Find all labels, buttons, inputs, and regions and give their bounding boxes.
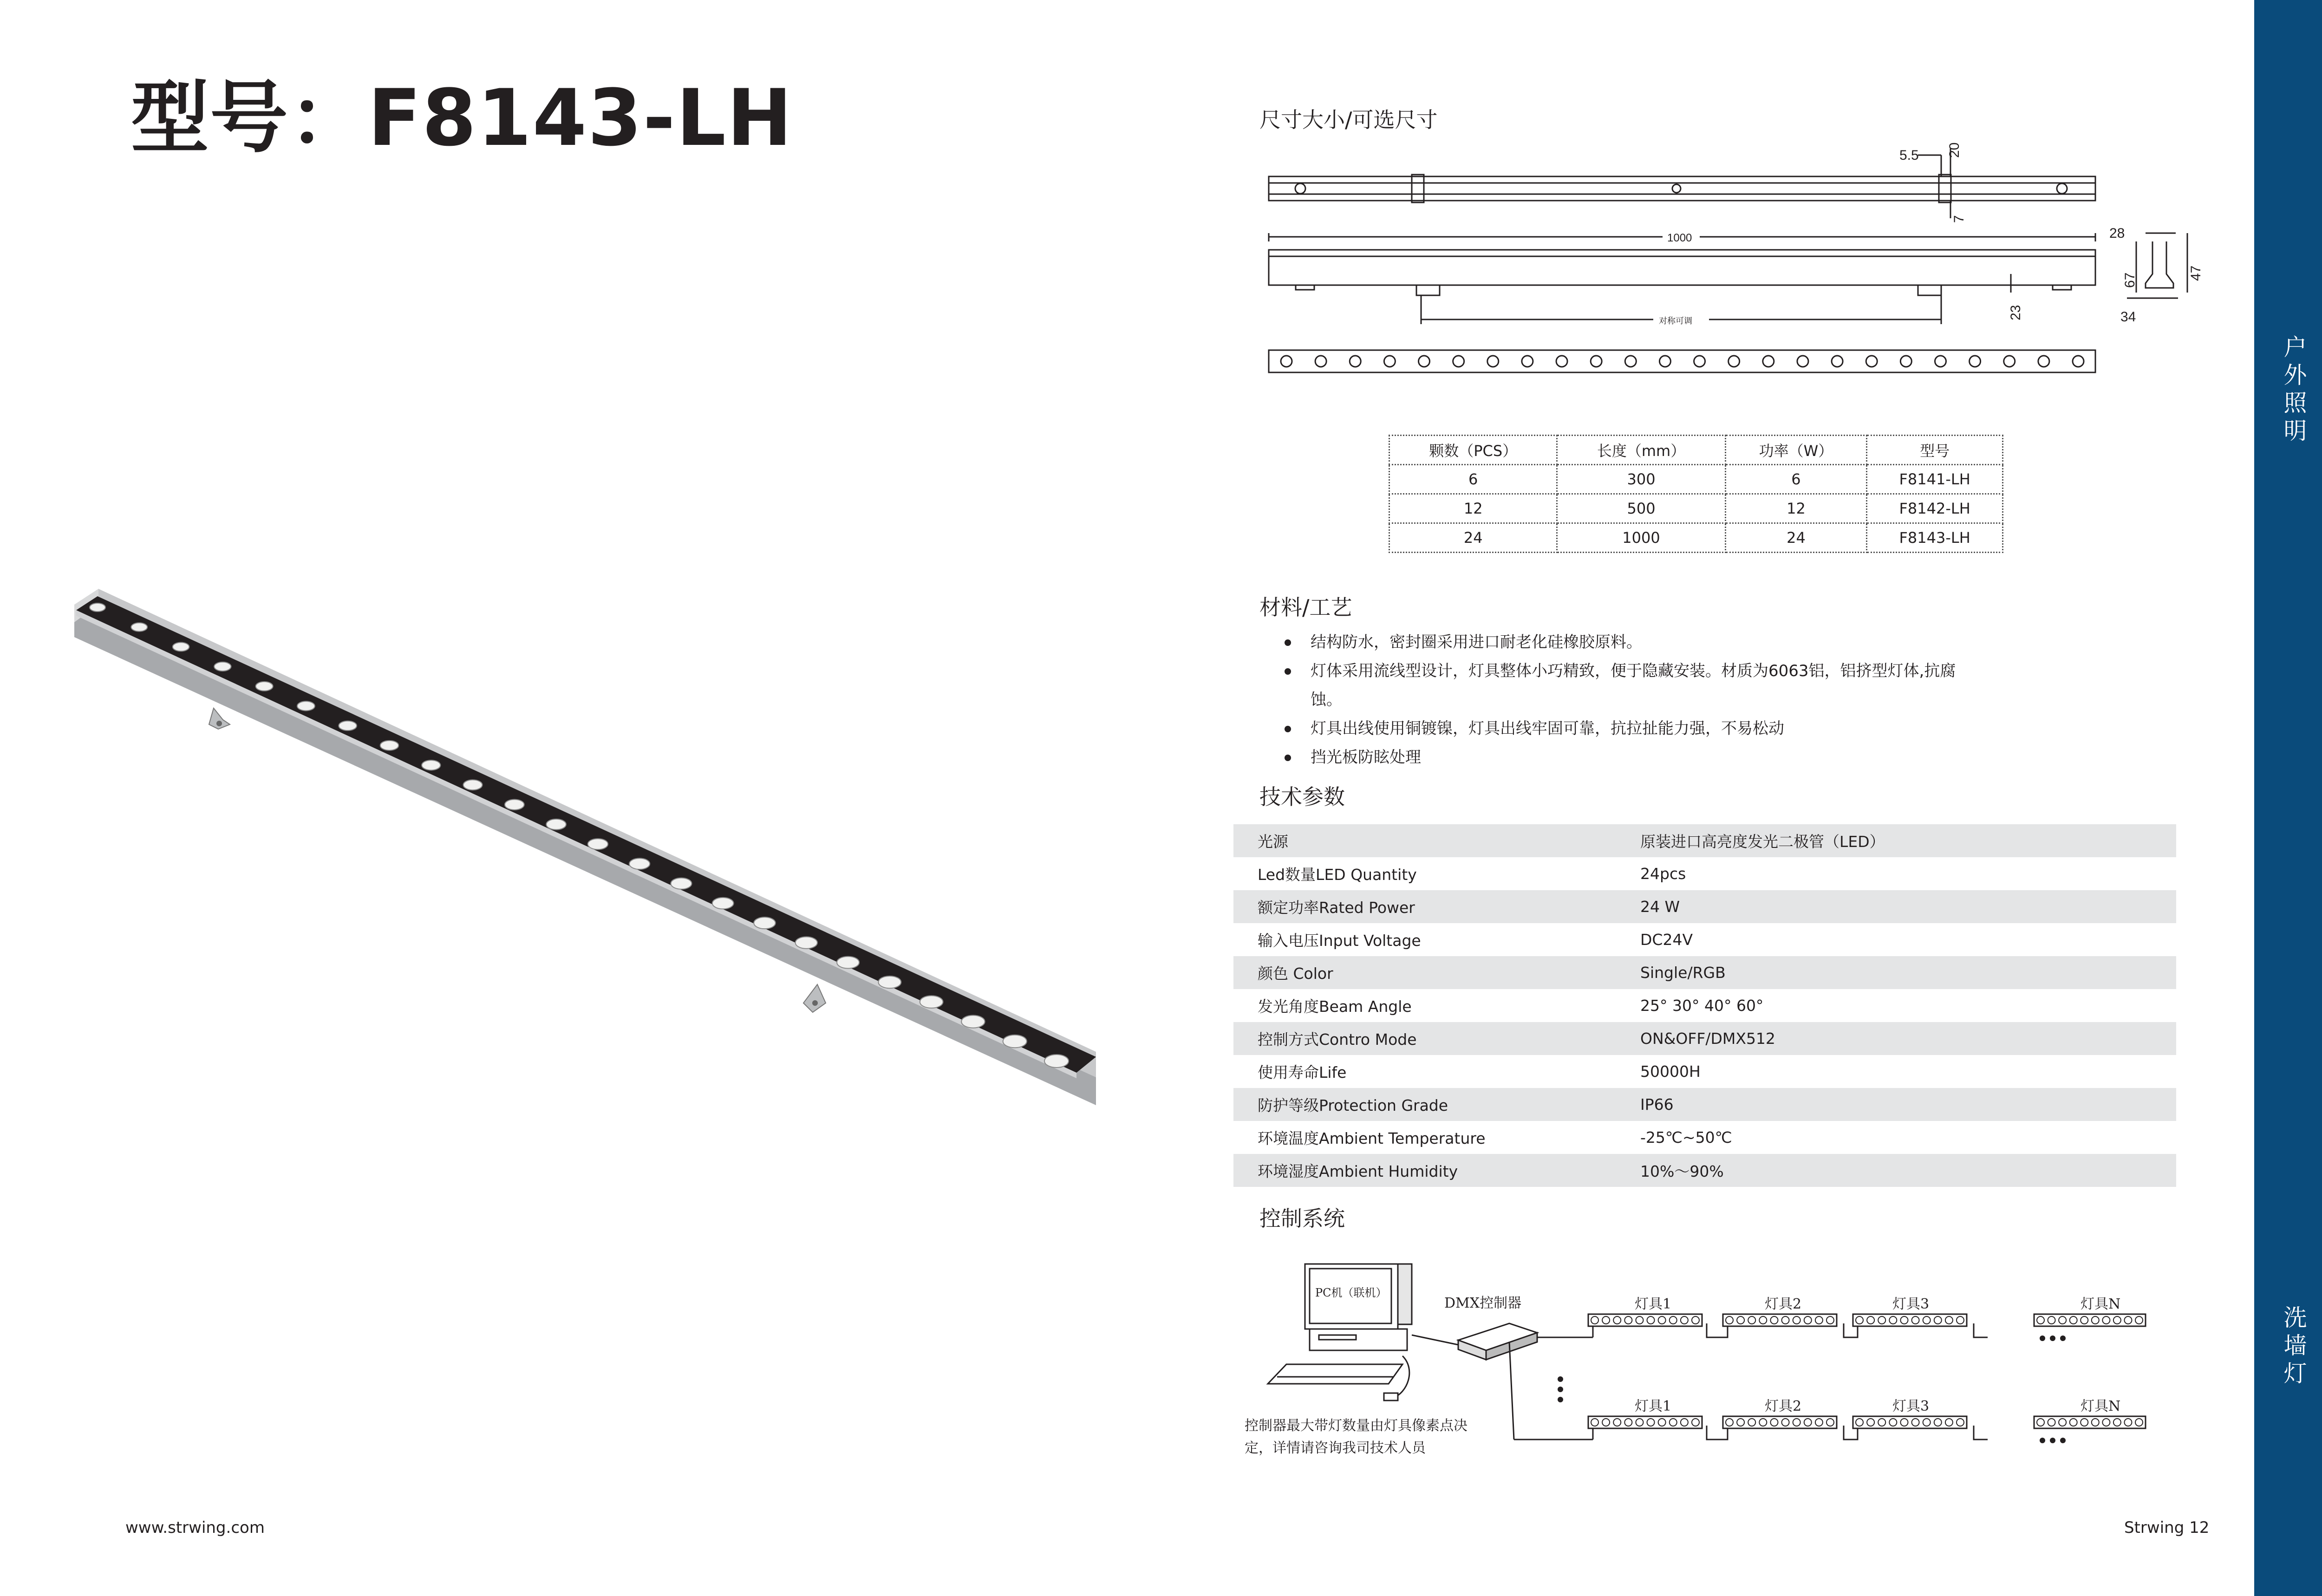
led-dot — [1044, 1055, 1069, 1068]
controller-label: DMX控制器 — [1444, 1295, 1522, 1311]
table-cell: F8141-LH — [1867, 465, 2003, 494]
side-label-wallwasher: 洗 墙 灯 — [2283, 1304, 2307, 1387]
table-row — [1233, 1022, 2176, 1055]
led-hole — [1419, 356, 1430, 367]
col-header: 型号 — [1867, 436, 2003, 465]
materials-list — [1282, 628, 1978, 772]
dim-34: 34 — [2120, 309, 2136, 325]
led-dot — [546, 819, 566, 830]
spec-key: 环境湿度Ambient Humidity — [1233, 1154, 1616, 1187]
table-cell: 6 — [1725, 465, 1867, 494]
spec-value: 24 W — [1616, 890, 2176, 923]
led-hole — [1866, 356, 1877, 367]
table-cell: 300 — [1557, 465, 1725, 494]
fixture-strip — [2034, 1314, 2146, 1326]
table-row — [1389, 465, 2003, 494]
led-dot — [837, 957, 859, 969]
list-item: 灯体采用流线型设计，灯具整体小巧精致，便于隐藏安装。材质为6063铝，铝挤型灯体,抗腐蚀。 — [1282, 657, 1978, 714]
spec-key: 防护等级Protection Grade — [1233, 1088, 1616, 1121]
led-holes — [1281, 356, 2084, 367]
spec-value: ON&OFF/DMX512 — [1616, 1022, 2176, 1055]
spec-key: Led数量LED Quantity — [1258, 866, 1417, 884]
spec-key: 额定功率Rated Power — [1233, 890, 1616, 923]
led-hole — [1832, 356, 1843, 367]
table-cell: 12 — [1389, 494, 1557, 523]
led-hole — [1315, 356, 1326, 367]
dim-5-5: 5.5 — [1899, 148, 1919, 163]
led-dot — [256, 682, 273, 691]
list-item: 挡光板防眩处理 — [1282, 743, 1978, 772]
led-hole — [1970, 356, 1981, 367]
spec-value: 25° 30° 40° 60° — [1640, 997, 1764, 1015]
table-row — [1233, 857, 2176, 890]
led-dot — [380, 741, 398, 750]
led-hole — [1453, 356, 1464, 367]
led-dot — [588, 839, 608, 849]
led-hole — [1522, 356, 1533, 367]
led-hole — [2073, 356, 2084, 367]
fixture-label: 灯具1 — [1635, 1296, 1672, 1312]
fixture-strip — [1723, 1416, 1837, 1428]
dim-47: 47 — [2188, 265, 2204, 281]
led-hole — [1694, 356, 1705, 367]
led-hole — [1487, 356, 1499, 367]
led-hole — [1935, 356, 1946, 367]
led-dot — [1003, 1035, 1027, 1048]
table-row — [1233, 1121, 2176, 1154]
table-row — [1389, 494, 2003, 523]
led-hole — [1797, 356, 1808, 367]
led-dot — [422, 760, 440, 770]
table-row — [1233, 1055, 2176, 1088]
table-cell: 24 — [1725, 523, 1867, 553]
dim-23: 23 — [2008, 305, 2023, 320]
side-bar — [2254, 0, 2322, 1596]
led-hole — [1900, 356, 1911, 367]
led-dot — [629, 858, 650, 869]
fixture-label: 灯具3 — [1892, 1398, 1930, 1414]
fixture-strip — [1853, 1416, 1967, 1428]
table-cell: 1000 — [1557, 523, 1725, 553]
led-dot — [671, 878, 691, 889]
led-dot — [796, 937, 817, 948]
dim-symmetric: 对称可调 — [1659, 316, 1692, 326]
led-dot — [339, 721, 357, 731]
footer-page-number: Strwing 12 — [2124, 1518, 2210, 1537]
led-hole — [1281, 356, 1292, 367]
dim-7: 7 — [1951, 215, 1967, 223]
col-header: 功率（W） — [1725, 436, 1867, 465]
dim-67: 67 — [2122, 272, 2138, 288]
table-row — [1233, 989, 2176, 1022]
table-row — [1233, 890, 2176, 923]
materials-heading: 材料/工艺 — [1259, 595, 1352, 620]
pc-label: PC机（联机） — [1315, 1286, 1387, 1299]
list-item: 结构防水，密封圈采用进口耐老化硅橡胶原料。 — [1282, 628, 1978, 657]
led-dot — [712, 898, 734, 909]
table-row — [1233, 824, 2176, 857]
spec-value: 50000H — [1640, 1062, 1701, 1081]
table-cell: F8143-LH — [1867, 523, 2003, 553]
list-item: 灯具出线使用铜镀镍，灯具出线牢固可靠，抗拉扯能力强，不易松动 — [1282, 714, 1978, 743]
control-note: 定，详情请咨询我司技术人员 — [1245, 1440, 1426, 1456]
footer-url: www.strwing.com — [125, 1518, 265, 1537]
led-dot — [463, 780, 483, 790]
led-hole — [1556, 356, 1567, 367]
fixture-strip — [1723, 1314, 1837, 1326]
fixture-label: 灯具N — [2081, 1296, 2121, 1312]
table-cell: 500 — [1557, 494, 1725, 523]
spec-key: 输入电压Input Voltage — [1258, 932, 1421, 950]
fixture-strip — [1853, 1314, 1967, 1326]
led-dot — [505, 800, 524, 810]
spec-value: DC24V — [1640, 931, 1693, 949]
table-cell: 24 — [1389, 523, 1557, 553]
spec-key: 使用寿命Life — [1258, 1063, 1347, 1081]
fixture-label: 灯具2 — [1765, 1398, 1802, 1414]
led-dot — [90, 603, 105, 612]
led-hole — [1384, 356, 1395, 367]
spec-value: 24pcs — [1640, 865, 1686, 883]
led-hole — [2038, 356, 2049, 367]
specs-table — [1233, 824, 2176, 1187]
fixtures — [1588, 1314, 2146, 1428]
led-dot — [878, 976, 901, 988]
dmx-controller-icon — [1458, 1323, 1537, 1360]
led-dot — [214, 662, 231, 671]
led-dot — [173, 643, 189, 651]
led-hole — [1659, 356, 1670, 367]
size-heading: 尺寸大小/可选尺寸 — [1259, 107, 1438, 132]
spec-value: Single/RGB — [1616, 956, 2176, 989]
led-dot — [920, 996, 943, 1008]
control-note: 控制器最大带灯数量由灯具像素点决 — [1245, 1418, 1468, 1434]
spec-value: -25℃~50℃ — [1640, 1128, 1732, 1147]
led-hole — [1350, 356, 1361, 367]
mounting-bracket — [803, 984, 826, 1012]
control-diagram — [1240, 1254, 2169, 1477]
spec-key: 颜色 Color — [1233, 956, 1616, 989]
dim-1000: 1000 — [1667, 232, 1692, 244]
spec-value: IP66 — [1616, 1088, 2176, 1121]
col-header: 长度（mm） — [1557, 436, 1725, 465]
page-title: 型号：F8143-LH — [131, 72, 793, 163]
fixture-label: 灯具3 — [1892, 1296, 1930, 1312]
product-image — [70, 571, 1105, 1114]
dim-20: 20 — [1947, 142, 1962, 158]
dimension-drawing — [1254, 135, 2211, 385]
table-row — [1233, 923, 2176, 956]
fixture-label: 灯具1 — [1635, 1398, 1672, 1414]
led-hole — [1625, 356, 1636, 367]
led-hole — [1728, 356, 1740, 367]
spec-key: 环境温度Ambient Temperature — [1258, 1129, 1486, 1147]
fixture-label: 灯具2 — [1765, 1296, 1802, 1312]
table-cell: F8142-LH — [1867, 494, 2003, 523]
led-hole — [1591, 356, 1602, 367]
led-hole — [2004, 356, 2015, 367]
tech-heading: 技术参数 — [1259, 784, 1345, 809]
table-row — [1233, 1088, 2176, 1121]
led-dot — [754, 917, 776, 929]
control-heading: 控制系统 — [1259, 1206, 1345, 1231]
spec-key: 光源 — [1233, 824, 1616, 857]
table-header-row — [1389, 436, 2003, 465]
led-dot — [297, 701, 315, 710]
table-cell: 12 — [1725, 494, 1867, 523]
pc-icon — [1268, 1264, 1412, 1401]
variants-table — [1389, 435, 2003, 553]
spec-value: 10%～90% — [1616, 1154, 2176, 1187]
fixture-strip — [1588, 1314, 1702, 1326]
table-row — [1233, 1154, 2176, 1187]
spec-value: 原装进口高亮度发光二极管（LED） — [1616, 824, 2176, 857]
spec-key: 控制方式Contro Mode — [1233, 1022, 1616, 1055]
dim-28: 28 — [2109, 226, 2125, 241]
table-cell: 6 — [1389, 465, 1557, 494]
side-label-outdoor: 户 外 照 明 — [2283, 334, 2307, 444]
led-dot — [961, 1015, 985, 1028]
col-header: 颗数（PCS） — [1389, 436, 1557, 465]
table-row — [1233, 956, 2176, 989]
fixture-strip — [2034, 1416, 2146, 1428]
fixture-strip — [1588, 1416, 1702, 1428]
led-dot — [131, 623, 147, 631]
table-row — [1389, 523, 2003, 553]
fixture-label: 灯具N — [2081, 1398, 2121, 1414]
spec-key: 发光角度Beam Angle — [1258, 997, 1412, 1016]
led-hole — [1763, 356, 1774, 367]
